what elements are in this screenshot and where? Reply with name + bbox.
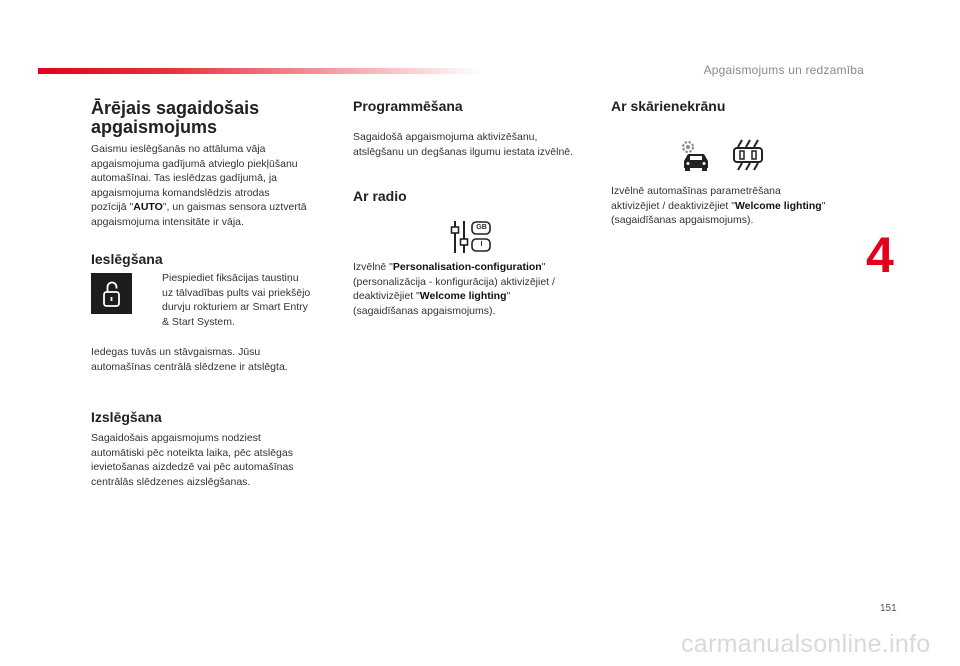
text-span: ", un gaismas sensora uztvertā (162, 201, 307, 213)
switch-off-paragraph (91, 431, 341, 489)
text-line: (personalizācija - konfigurācija) aktivizējiet / (353, 275, 555, 288)
text-span: pozīcijā " (91, 201, 134, 213)
text-line: (sagaidīšanas apgaismojums). (611, 214, 754, 226)
heading-programming: Programmēšana (353, 98, 463, 114)
text-line: & Start System. (162, 315, 235, 328)
page-number: 151 (880, 603, 897, 614)
text-span: " (541, 261, 546, 273)
text-line: Piespiediet fiksācijas taustiņu (162, 272, 299, 284)
text-span: Izvēlnē " (353, 261, 393, 273)
text-line: centrālās slēdzenes aizslēgšanas. (91, 475, 251, 488)
welcome-light-icon (731, 139, 765, 171)
text-line: Iedegas tuvās un stāvgaismas. Jūsu (91, 346, 261, 358)
option-name: Welcome lighting (419, 290, 507, 302)
text-line: durvju rokturiem ar Smart Entry (162, 301, 308, 313)
menu-name: Personalisation-configuration (392, 261, 542, 273)
text-span: deaktivizējiet " (353, 290, 420, 302)
text-line: apgaismojuma gadījumā atvieglo piekļūšanu (91, 157, 298, 170)
text-line (611, 199, 861, 214)
text-line: Izvēlnē automašīnas parametrēšana (611, 185, 781, 197)
section-title: Apgaismojums un redzamība (703, 63, 864, 77)
text-line: ievietošanas aizdedzē vai pēc automašīnas (91, 461, 294, 473)
text-line (91, 200, 336, 215)
text-line: atslēgšanu un degšanas ilgumu iestata izvēlnē. (353, 145, 574, 158)
unlock-icon (91, 273, 132, 314)
text-line: automātiski pēc noteikta laika, pēc atslēgas (91, 446, 293, 459)
text-span: " (821, 199, 826, 212)
language-badge-gb: GB (476, 224, 487, 231)
language-badge-i: I (480, 241, 483, 248)
text-line (353, 260, 603, 275)
heading-switch-off: Izslēgšana (91, 409, 162, 425)
settings-sliders-icon (450, 219, 494, 255)
watermark: carmanualsonline.info (681, 630, 931, 658)
main-title (91, 99, 259, 137)
text-line (353, 289, 603, 304)
touchscreen-paragraph (611, 184, 861, 228)
heading-radio: Ar radio (353, 188, 407, 204)
switch-on-result (91, 345, 341, 374)
text-span: aktivizējiet / deaktivizējiet " (611, 199, 735, 212)
bullet-item (162, 271, 332, 329)
text-line: automašīnai. Tas ieslēdzas gadījumā, ja (91, 172, 277, 184)
text-line: (sagaidīšanas apgaismojums). (353, 304, 496, 317)
text-line: apgaismojuma komandslēdzis atrodas (91, 186, 270, 199)
intro-paragraph (91, 142, 336, 229)
text-line: Sagaidošā apgaismojuma aktivizēšanu, (353, 131, 538, 143)
text-line: Gaismu ieslēgšanās no attāluma vāja (91, 143, 266, 155)
heading-touchscreen: Ar skārienekrānu (611, 98, 726, 114)
heading-switch-on: Ieslēgšana (91, 251, 163, 267)
programming-paragraph (353, 130, 598, 159)
text-line: Sagaidošais apgaismojums nodziest (91, 432, 261, 444)
text-line: apgaismojuma intensitāte ir vāja. (91, 215, 244, 228)
text-line: automašīnas centrālā slēdzene ir atslēgta. (91, 360, 288, 373)
radio-paragraph (353, 260, 603, 318)
text-span: " (506, 290, 511, 302)
car-settings-icon (678, 139, 714, 173)
main-title-line2: apgaismojums (91, 117, 218, 137)
option-name: Welcome lighting (734, 199, 822, 212)
auto-keyword: AUTO (133, 201, 163, 213)
header-accent-bar (38, 68, 483, 74)
text-line: uz tālvadības pults vai priekšējo (162, 286, 311, 299)
main-title-line1: Ārējais sagaidošais (91, 98, 260, 118)
chapter-number: 4 (866, 227, 894, 283)
